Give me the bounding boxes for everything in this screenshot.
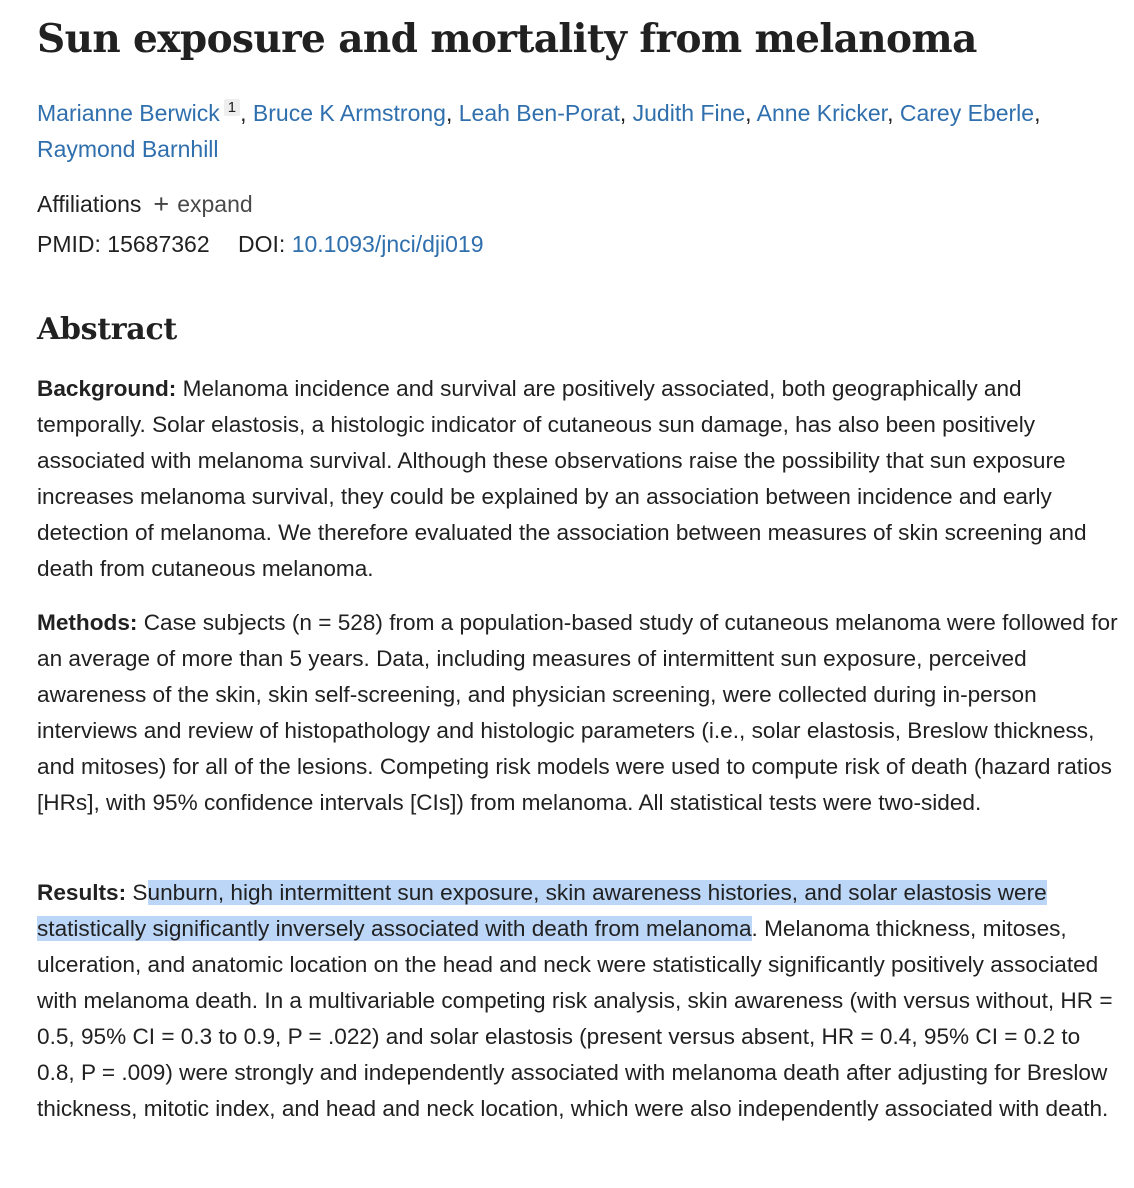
author-link[interactable]: Judith Fine bbox=[632, 100, 746, 126]
author-list: Marianne Berwick $^1$ , Bruce K Armstrong, Leah Ben-Porat, Judith Fine, Anne Kricker, Carey Eberle, Raymond Barnhill bbox=[37, 99, 1041, 162]
abstract-background bbox=[37, 371, 1123, 587]
author-link[interactable]: Carey Eberle bbox=[899, 100, 1035, 126]
author-link[interactable]: Marianne Berwick $^1$ bbox=[37, 100, 240, 126]
abstract-results bbox=[37, 875, 1123, 1127]
doi-label: DOI: bbox=[238, 231, 286, 257]
identifiers-row bbox=[37, 226, 484, 262]
methods-text: Case subjects (n = 528) from a population-based study of cutaneous melanoma were followed for an average of more than 5 years. Data, including measures of intermittent sun exposure, perceived awareness of the skin, skin self-screening, and physician screening, were collected during in-person interviews and review of histopathology and histologic parameters (i.e., solar elastosis, Breslow thickness, and mitoses) for all of the lesions. Competing risk models were used to compute risk of death (hazard ratios [HRs], with 95% confidence intervals [CIs]) from melanoma. All statistical tests were two-sided. bbox=[37, 610, 1118, 815]
expand-affiliations-button[interactable]: expand bbox=[177, 191, 253, 217]
results-text-rest: . Melanoma thickness, mitoses, ulceration, and anatomic location on the head and neck were statistically significantly positively associated with melanoma death. In a multivariable competing risk analysis, skin awareness (with versus without, HR = 0.5, 95% CI = 0.3 to 0.9, P = .022) and solar elastosis (present versus absent, HR = 0.4, 95% CI = 0.2 to 0.8, P = .009) were strongly and independently associated with melanoma death after adjusting for Breslow thickness, mitotic index, and head and neck location, which were also independently associated with death. bbox=[37, 916, 1113, 1121]
affiliations-row bbox=[37, 186, 253, 222]
results-text-start: S bbox=[132, 880, 148, 905]
plus-icon[interactable]: + bbox=[153, 189, 170, 219]
methods-label: Methods: bbox=[37, 610, 138, 635]
abstract-methods bbox=[37, 605, 1123, 821]
author-link[interactable]: Leah Ben-Porat bbox=[458, 100, 620, 126]
affiliations-label: Affiliations bbox=[37, 191, 142, 217]
doi-link[interactable]: 10.1093/jnci/dji019 bbox=[291, 231, 484, 257]
abstract-heading: Abstract bbox=[37, 312, 177, 347]
text-selection-highlight[interactable]: unburn, high intermittent sun exposure, skin awareness histories, and solar elastosis were statistically significantly inversely associated with death from melanoma bbox=[37, 880, 1047, 941]
pmid-value: 15687362 bbox=[107, 231, 210, 257]
author-link[interactable]: Anne Kricker bbox=[756, 100, 888, 126]
results-label: Results: bbox=[37, 880, 127, 905]
background-label: Background: bbox=[37, 376, 177, 401]
affiliation-marker[interactable]: 1 bbox=[224, 99, 240, 116]
author-link[interactable]: Bruce K Armstrong bbox=[252, 100, 446, 126]
pmid-label: PMID: bbox=[37, 231, 101, 257]
article-title: Sun exposure and mortality from melanoma bbox=[37, 16, 977, 62]
background-text: Melanoma incidence and survival are positively associated, both geographically and temporally. Solar elastosis, a histologic indicator of cutaneous sun damage, has also been positively associated with melanoma survival. Although these observations raise the possibility that sun exposure increases melanoma survival, they could be explained by an association between incidence and early detection of melanoma. We therefore evaluated the association between measures of skin screening and death from cutaneous melanoma. bbox=[37, 376, 1087, 581]
author-link[interactable]: Raymond Barnhill bbox=[37, 136, 219, 162]
